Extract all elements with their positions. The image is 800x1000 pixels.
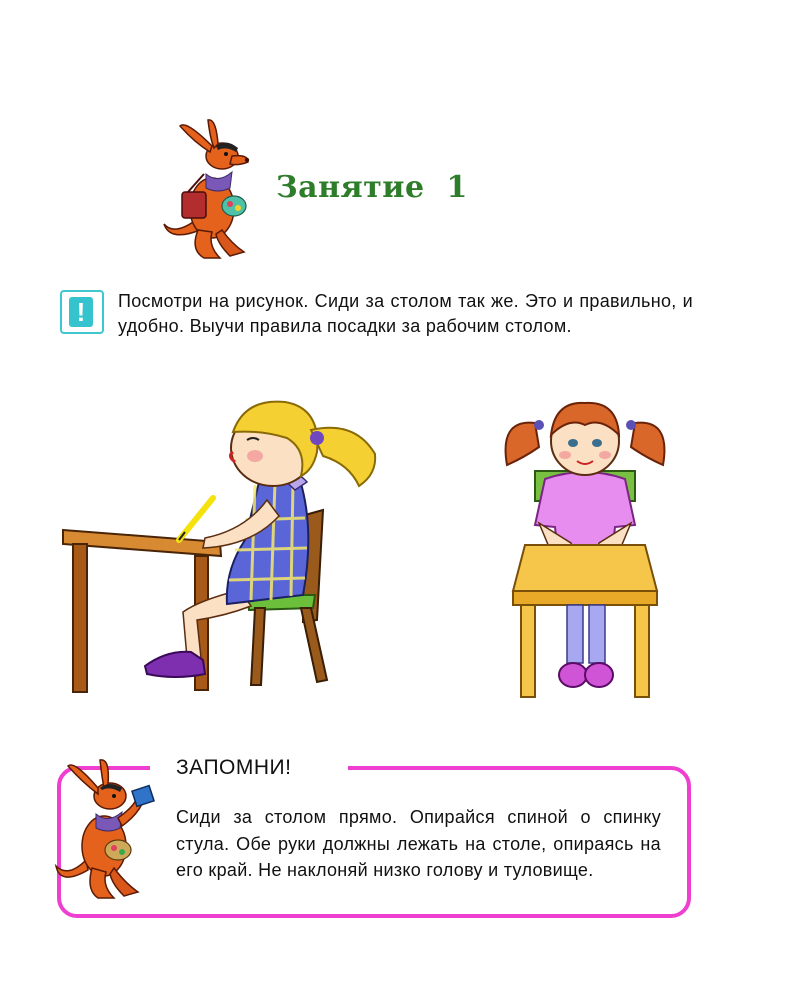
remember-title: ЗАПОМНИ! <box>176 756 292 779</box>
exclamation-icon <box>60 290 104 334</box>
instruction-text: Посмотри на рисунок. Сиди за столом так же. Это и правильно, и удобно. Выучи правила посадки за рабочим столом. <box>118 291 693 336</box>
remember-text: Сиди за столом прямо. Опирайся спиной о спинку стула. Обе руки должны лежать на столе, опираясь на его край. Не наклоняй низко голову и туловище. <box>176 807 661 880</box>
girl-sitting-front-view-illustration <box>495 395 675 700</box>
lesson-title: Занятие 1 <box>276 170 468 205</box>
exclamation-mark: ! <box>69 297 93 327</box>
kangaroo-reading-book-icon <box>52 752 164 902</box>
girl-writing-side-view-illustration <box>55 390 385 700</box>
kangaroo-with-schoolbag-icon <box>160 112 270 262</box>
